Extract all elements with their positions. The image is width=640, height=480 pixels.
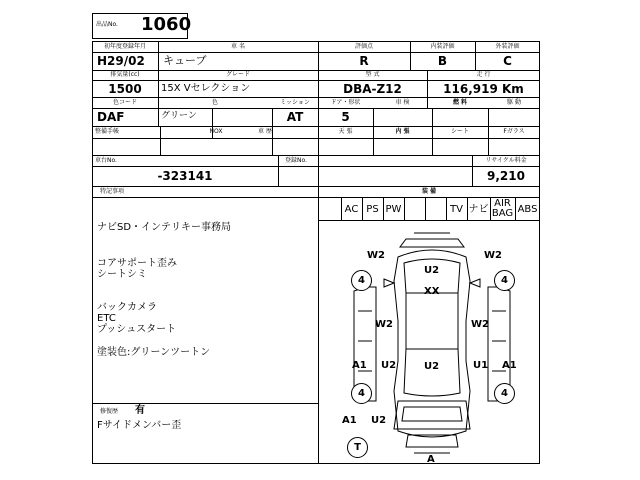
note-line: ナビSD・インテリキー事務局 [97, 222, 232, 233]
vehicle-inspection-label: 車 検 [395, 99, 410, 106]
car-damage-diagram [318, 221, 540, 464]
damage-mark: U2 [424, 361, 440, 372]
grade: 15X Vセレクション [161, 83, 251, 94]
color-code-label: 色コード [112, 99, 137, 106]
nox-label: NOX [209, 128, 223, 135]
equip-ps: PS [366, 204, 379, 215]
notes-title: 特記事項 [100, 188, 125, 195]
damage-mark: A1 [342, 415, 357, 426]
damage-mark: U1 [473, 360, 489, 371]
score: R [359, 54, 369, 68]
exterior-label: 外装評価 [495, 43, 520, 50]
equip-pw: PW [385, 204, 402, 215]
recycle-label: リサイクル料金 [485, 157, 527, 164]
damage-mark: U2 [381, 360, 397, 371]
ceiling-label: 天 張 [338, 128, 353, 135]
repair-detail: Fサイドメンバー歪 [97, 420, 182, 431]
damage-mark: W2 [484, 250, 502, 261]
chassis-label: 車台No. [95, 157, 117, 164]
lot-number-label: 出品No. [96, 21, 118, 28]
displacement-label: 排気量(cc) [110, 71, 140, 78]
spare-tire: T [347, 437, 368, 458]
damage-mark: A1 [502, 360, 517, 371]
registration-label: 登録No. [285, 157, 307, 164]
model: キューブ [163, 54, 207, 67]
note-line: バックカメラ [97, 302, 157, 313]
drive-label: 駆 動 [507, 99, 521, 106]
color-code: DAF [97, 110, 125, 124]
equip-airbag: AIR BAG [491, 198, 514, 219]
note-line: シートシミ [97, 269, 147, 280]
chassis-number: -323141 [157, 169, 213, 183]
damage-mark: W2 [367, 250, 385, 261]
repair-history-label: 修復歴 [100, 408, 119, 415]
transmission-label: ミッション [280, 99, 310, 106]
equip-abs: ABS [517, 204, 538, 215]
damage-mark: W2 [375, 319, 393, 330]
note-line: プッシュスタート [97, 324, 177, 335]
reg-year-label: 初年度登録年月 [103, 43, 146, 50]
maintenance-book-label: 整備手帳 [95, 128, 120, 135]
damage-mark: XX [424, 286, 440, 297]
equip-tv: TV [450, 204, 463, 215]
damage-mark: U2 [371, 415, 387, 426]
tire-front-right: 4 [494, 270, 515, 291]
exterior: C [503, 54, 512, 68]
interior-label: 内装評価 [430, 43, 455, 50]
note-line: コアサポート歪み [97, 258, 177, 269]
interior: B [437, 54, 448, 68]
tire-rear-right: 4 [494, 383, 515, 404]
grade-label: グレード [225, 71, 250, 78]
tire-rear-left: 4 [351, 383, 372, 404]
recycle-fee: 9,210 [487, 169, 525, 183]
color: グリーン [161, 111, 197, 121]
displacement: 1500 [108, 82, 142, 96]
note-line: 塗装色:グリーンツートン [97, 347, 211, 358]
reg-year: H29/02 [97, 54, 145, 68]
equip-navi: ナビ [468, 204, 489, 215]
damage-mark: U2 [424, 265, 440, 276]
equipment-title: 装 備 [421, 188, 437, 195]
seat-label: シート [450, 128, 469, 135]
damage-mark: W2 [471, 319, 489, 330]
equip-ac: AC [344, 204, 359, 215]
score-label: 評価点 [354, 43, 373, 50]
interior-trim-label: 内 張 [395, 128, 410, 135]
doors-label: ドア・形状 [330, 99, 361, 106]
doors: 5 [341, 110, 350, 124]
front-glass-label: Fガラス [503, 128, 525, 135]
history-label: 車 歴 [258, 128, 272, 135]
note-line: ETC [97, 313, 116, 324]
model-label: 車 名 [231, 43, 245, 50]
color-label: 色 [211, 99, 218, 106]
fuel-label: 燃 料 [452, 99, 468, 106]
type-label: 型 式 [365, 71, 380, 78]
transmission: AT [286, 110, 304, 124]
type: DBA-Z12 [343, 82, 402, 96]
mileage: 116,919 Km [443, 82, 524, 96]
lot-number: 1060 [141, 14, 192, 35]
damage-mark: A [427, 454, 435, 465]
repair-history-value: 有 [135, 405, 145, 416]
damage-mark: A1 [352, 360, 367, 371]
tire-front-left: 4 [351, 270, 372, 291]
mileage-label: 走 行 [476, 71, 491, 78]
